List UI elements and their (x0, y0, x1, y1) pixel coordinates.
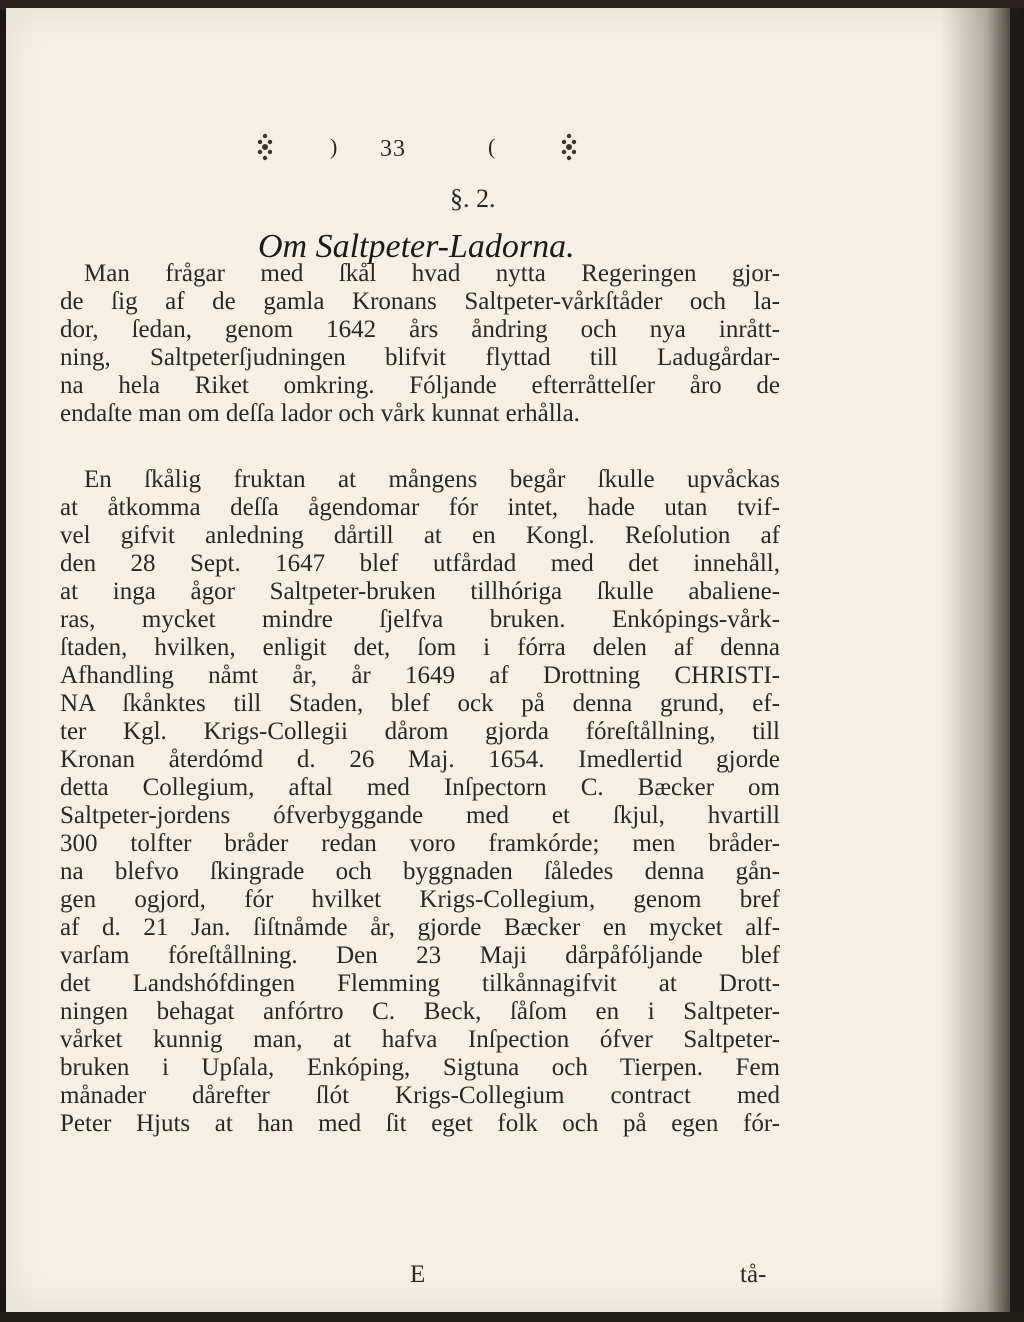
text-line: gen ogjord, fór hvilket Krigs-Collegium, genom bref (60, 886, 780, 913)
text-line: Kronan återdómd d. 26 Maj. 1654. Imedlertid gjorde (60, 746, 780, 773)
text-line: Peter Hjuts at han med ſit eget folk och på egen fór- (60, 1110, 780, 1137)
text-line: detta Collegium, aftal med Inſpectorn C. Bæcker om (60, 774, 780, 801)
catchword: tå- (740, 1261, 767, 1288)
text-line: at inga ågor Saltpeter-bruken tillhóriga ſkulle abaliene- (60, 578, 780, 605)
text-line: den 28 Sept. 1647 blef utfårdad med det innehåll, (60, 550, 780, 577)
text-line: varſam fóreſtållning. Den 23 Maji dårpåfóljande blef (60, 942, 780, 969)
header-paren-right: ( (488, 134, 496, 159)
ornament-left-icon (254, 132, 276, 162)
text-line: Man frågar med ſkål hvad nytta Regeringen gjor- (84, 260, 780, 287)
text-line: de ſig af de gamla Kronans Saltpeter-vårkſtåder och la- (60, 288, 780, 315)
section-number: §. 2. (450, 184, 496, 213)
ornament-right-icon (558, 132, 580, 162)
text-line: na blefvo ſkingrade och byggnaden ſåledes denna gån- (60, 858, 780, 885)
paragraph-1 (60, 260, 780, 428)
text-line: Saltpeter-jordens ófverbyggande med et ſkjul, hvartill (60, 802, 780, 829)
text-line: NA ſkånktes till Staden, blef ock på denna grund, ef- (60, 690, 780, 717)
text-line: ras, mycket mindre ſjelfva bruken. Enkópings-vårk- (60, 606, 780, 633)
text-line: det Landshófdingen Flemming tilkånnagifvit at Drott- (60, 970, 780, 997)
text-line: vårket kunnig man, at hafva Inſpection ófver Saltpeter- (60, 1026, 780, 1053)
text-line: 300 tolfter bråder redan voro framkórde; men bråder- (60, 830, 780, 857)
text-line: vel gifvit anledning dårtill at en Kongl. Reſolution af (60, 522, 780, 549)
text-line: bruken i Upſala, Enkóping, Sigtuna och Tierpen. Fem (60, 1054, 780, 1081)
paragraph-2 (60, 466, 780, 1138)
running-header (240, 128, 620, 176)
text-line: na hela Riket omkring. Fóljande efterråttelſer åro de (60, 372, 780, 399)
text-line: ſtaden, hvilken, enligit det, ſom i fórra delen af denna (60, 634, 780, 661)
text-line: ning, Saltpeterſjudningen blifvit flyttad till Ladugårdar- (60, 344, 780, 371)
header-paren-left: ) (330, 134, 338, 159)
page-gutter-shadow (940, 8, 1024, 1312)
page-number: 33 (380, 136, 406, 162)
scan-bottom-edge (0, 1312, 1024, 1322)
text-line: En ſkålig fruktan at mångens begår ſkulle upvåckas (84, 466, 780, 493)
text-line: dor, ſedan, genom 1642 års åndring och nya inrått- (60, 316, 780, 343)
text-line: ningen behagat anfórtro C. Beck, ſåſom en i Saltpeter- (60, 998, 780, 1025)
text-line: månader dårefter ſlót Krigs-Collegium contract med (60, 1082, 780, 1109)
text-line: af d. 21 Jan. ſiſtnåmde år, gjorde Bæcker en mycket alf- (60, 914, 780, 941)
section-title: Om Saltpeter-Ladorna. (258, 228, 575, 265)
text-line: endaſte man om deſſa lador och vårk kunnat erhålla. (60, 400, 580, 427)
signature-mark: E (410, 1261, 426, 1288)
text-line: ter Kgl. Krigs-Collegii dårom gjorda fóreſtållning, till (60, 718, 780, 745)
text-line: at åtkomma deſſa ågendomar fór intet, hade utan tvif- (60, 494, 780, 521)
text-line: Afhandling nåmt år, år 1649 af Drottning CHRISTI- (60, 662, 780, 689)
